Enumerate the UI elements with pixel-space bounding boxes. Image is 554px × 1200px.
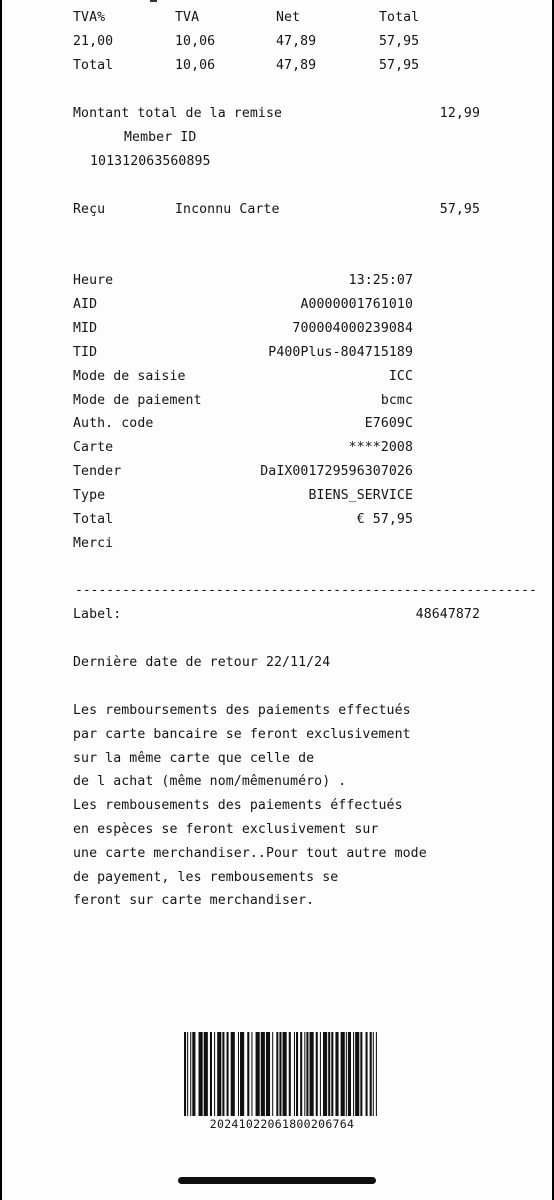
barcode-bar — [231, 1032, 235, 1116]
barcode-bar — [187, 1032, 188, 1116]
policy-line: par carte bancaire se feront exclusivement — [73, 727, 411, 742]
separator-line: ----------------------------------------------------------- — [75, 583, 537, 598]
barcode-bar — [204, 1032, 208, 1116]
vat-cell: 47,89 — [276, 34, 317, 49]
barcode-bar — [240, 1032, 244, 1116]
barcode-bar — [366, 1032, 368, 1116]
vat-header-rate: TVA% — [73, 10, 106, 25]
vat-cell: 21,00 — [73, 34, 114, 49]
policy-line: une carte merchandiser..Pour tout autre mode — [73, 846, 427, 861]
barcode-bar — [190, 1032, 191, 1116]
barcode-bar — [376, 1032, 377, 1116]
policy-line: de payement, les rembousements se — [73, 870, 339, 885]
vat-cell: 10,06 — [175, 58, 216, 73]
vat-header-net: Net — [276, 10, 301, 25]
payment-row-label: Mode de saisie — [73, 369, 186, 384]
barcode-bar — [210, 1032, 212, 1116]
payment-row-value: E7609C — [364, 416, 413, 431]
barcode-bar — [192, 1032, 195, 1116]
barcode-bar — [251, 1032, 252, 1116]
barcode-bar — [304, 1032, 305, 1116]
barcode-bar — [283, 1032, 287, 1116]
barcode-bar — [272, 1032, 273, 1116]
return-date: Dernière date de retour 22/11/24 — [73, 655, 331, 670]
payment-row-value: DaIX001729596307026 — [260, 464, 413, 479]
barcode-bar — [294, 1032, 295, 1116]
thanks-text: Merci — [73, 536, 114, 551]
barcode-bar — [261, 1032, 265, 1116]
barcode-bar — [184, 1032, 186, 1116]
barcode-bar — [306, 1032, 308, 1116]
vat-cell: 57,95 — [379, 58, 420, 73]
payment-row-value: 13:25:07 — [348, 273, 413, 288]
barcode-bar — [279, 1032, 281, 1116]
barcode-bar — [316, 1032, 318, 1116]
payment-row-label: AID — [73, 297, 98, 312]
payment-row-value: ICC — [388, 369, 413, 384]
member-label: Member ID — [124, 130, 197, 145]
barcode-bar — [328, 1032, 330, 1116]
member-id: 101312063560895 — [90, 154, 211, 169]
policy-line: de l achat (même nom/mêmenuméro) . — [73, 774, 347, 789]
barcode-bar — [360, 1032, 362, 1116]
barcode-bar — [370, 1032, 372, 1116]
barcode-bar — [320, 1032, 321, 1116]
received-amount: 57,95 — [439, 202, 480, 217]
policy-line: feront sur carte merchandiser. — [73, 893, 315, 908]
barcode-bar — [214, 1032, 215, 1116]
payment-row-value: A0000001761010 — [300, 297, 413, 312]
payment-row-value: € 57,95 — [356, 512, 413, 527]
receipt — [2, 0, 552, 1200]
barcode-bar — [238, 1032, 239, 1116]
barcode-bar — [323, 1032, 327, 1116]
barcode-number: 20241022061800206764 — [209, 1117, 355, 1131]
barcode-bar — [256, 1032, 260, 1116]
label-value: 48647872 — [415, 607, 480, 622]
received-label: Reçu — [73, 202, 106, 217]
barcode-bar — [353, 1032, 354, 1116]
barcode — [184, 1032, 379, 1116]
vat-header-total: Total — [379, 10, 420, 25]
payment-row-label: Tender — [73, 464, 122, 479]
payment-row-label: Total — [73, 512, 114, 527]
discount-value: 12,99 — [439, 106, 480, 121]
discount-label: Montant total de la remise — [73, 106, 283, 121]
home-indicator[interactable] — [178, 1177, 376, 1184]
barcode-bar — [348, 1032, 351, 1116]
payment-row-value: bcmc — [380, 393, 413, 408]
payment-row-value: P400Plus-804715189 — [268, 345, 413, 360]
barcode-bar — [300, 1032, 302, 1116]
barcode-bar — [373, 1032, 374, 1116]
barcode-bar — [247, 1032, 249, 1116]
policy-line: sur la même carte que celle de — [73, 751, 315, 766]
vat-header-vat: TVA — [175, 10, 200, 25]
barcode-bar — [335, 1032, 338, 1116]
received-method: Inconnu Carte — [175, 202, 280, 217]
barcode-bar — [355, 1032, 359, 1116]
payment-row-label: TID — [73, 345, 98, 360]
vat-cell: Total — [73, 58, 114, 73]
policy-line: Les remboursements des paiements effectués — [73, 703, 411, 718]
barcode-bar — [331, 1032, 333, 1116]
payment-row-label: Type — [73, 488, 106, 503]
vat-cell: 10,06 — [175, 34, 216, 49]
barcode-bar — [346, 1032, 347, 1116]
barcode-bar — [341, 1032, 345, 1116]
barcode-bar — [199, 1032, 203, 1116]
payment-row-label: Mode de paiement — [73, 393, 202, 408]
vat-cell: 47,89 — [276, 58, 317, 73]
payment-row-value: BIENS_SERVICE — [308, 488, 413, 503]
payment-row-value: 700004000239084 — [292, 321, 413, 336]
barcode-bar — [217, 1032, 221, 1116]
label-title: Label: — [73, 607, 122, 622]
payment-row-label: Carte — [73, 440, 114, 455]
payment-row-label: Heure — [73, 273, 114, 288]
barcode-bar — [276, 1032, 278, 1116]
vat-cell: 57,95 — [379, 34, 420, 49]
barcode-bar — [289, 1032, 291, 1116]
payment-row-label: MID — [73, 321, 98, 336]
barcode-bar — [310, 1032, 314, 1116]
payment-row-value: ****2008 — [348, 440, 413, 455]
policy-line: Les rembousements des paiements éffectués — [73, 798, 403, 813]
policy-line: en espèces se feront exclusivement sur — [73, 822, 379, 837]
payment-row-label: Auth. code — [73, 416, 154, 431]
barcode-bar — [296, 1032, 298, 1116]
barcode-bar — [222, 1032, 224, 1116]
barcode-bar — [227, 1032, 229, 1116]
barcode-bar — [266, 1032, 270, 1116]
cropped-text-fragment — [154, 0, 157, 2]
